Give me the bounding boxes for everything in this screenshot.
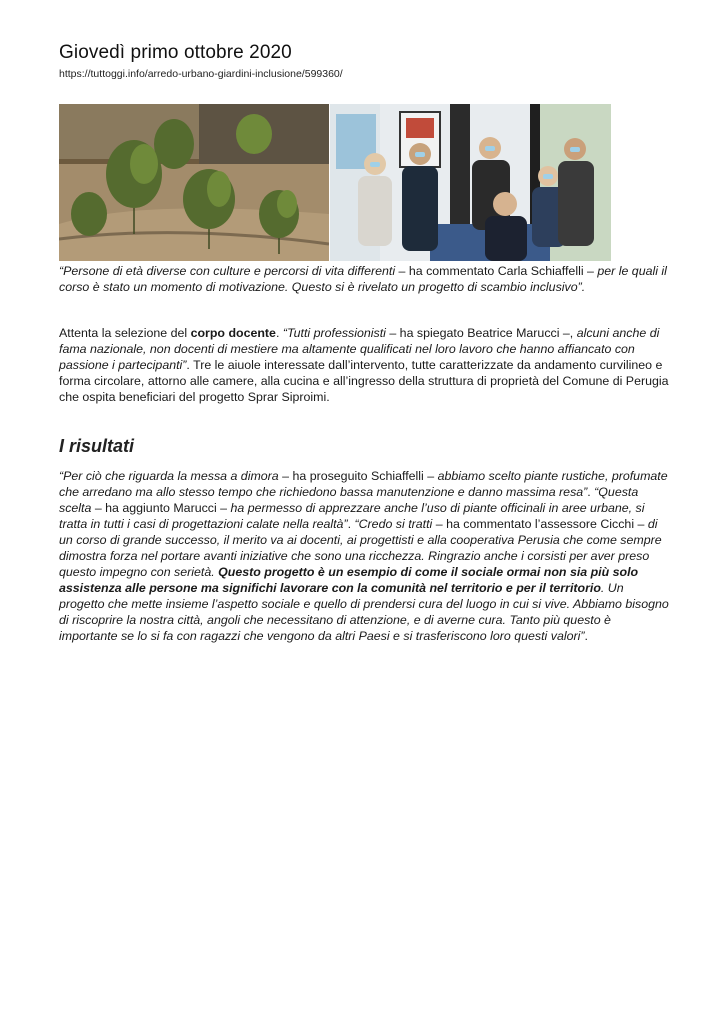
- p2-quote-6: di un corso di grande successo, il merito va ai docenti, ai progettisti e alla cooperativa Perusia che come sempre dimostra forza nel portare avanti iniziative che sono una ricchezza. Ringrazio anche i corsisti per aver preso questo impegno con serietà.: [59, 517, 662, 579]
- p2-quote-3: “Questa scelta: [59, 485, 639, 515]
- p2-quote-2: abbiamo scelto piante rustiche, profumate che arredano ma allo stesso tempo che richiedono bassa manutenzione e danno massima resa”: [59, 469, 668, 499]
- paragraph-teaching-staff: [59, 325, 671, 405]
- p2-attribution-1: – ha proseguito Schiaffelli –: [278, 469, 438, 483]
- p1-text-1: Attenta la selezione del: [59, 326, 191, 340]
- people-photo: [330, 104, 611, 261]
- p2-quote-5: “Credo si tratti: [354, 517, 433, 531]
- p1-attribution: – ha spiegato Beatrice Marucci –,: [385, 326, 577, 340]
- paragraph-results: [59, 468, 671, 644]
- p1-quote-2: alcuni anche di fama nazionale, non docenti di mestiere ma altamente qualificati nel loro lavoro che hanno affiancato con passione i partecipanti”: [59, 326, 660, 372]
- p2-text-2: .: [347, 517, 355, 531]
- p2-text-1: .: [587, 485, 595, 499]
- caption-attribution: – ha commentato Carla Schiaffelli –: [395, 264, 598, 278]
- p1-bold-term: corpo docente: [190, 326, 276, 340]
- p1-text-3: . Tre le aiuole interessate dall’intervento, tutte caratterizzate da andamento curvilineo e forma circolare, attorno alle camere, alla cucina e all’ingresso della struttura di proprietà del Comune di Perugia che ospita beneficiari del progetto Sprar Siproimi.: [59, 358, 669, 404]
- p2-quote-7: . Un progetto che mette insieme l’aspetto sociale e quello di prendersi cura del luogo in cui si vive. Abbiamo bisogno di riscoprire la nostra città, angoli che necessitano di attenzione, e di averne cura. Tanto più questo è importante se lo si fa con ragazzi che vengono da altri Paesi e si trasferiscono loro questi valori”: [59, 581, 669, 643]
- people-photo-illustration: [330, 104, 611, 261]
- p1-quote-1: “Tutti professionisti: [282, 326, 386, 340]
- source-url[interactable]: https://tuttoggi.info/arredo-urbano-giardini-inclusione/599360/: [59, 68, 343, 80]
- p1-text-2: .: [275, 326, 283, 340]
- p2-quote-1: “Per ciò che riguarda la messa a dimora: [59, 469, 279, 483]
- section-heading: I risultati: [59, 436, 135, 456]
- p2-attribution-3: – ha commentato l’assessore Cicchi –: [432, 517, 648, 531]
- garden-photo: [59, 104, 329, 261]
- p2-quote-4: ha permesso di apprezzare anche l’uso di piante officinali in aree urbane, si tratta in tutti i casi di progettazioni calate nella realtà”: [59, 501, 645, 531]
- p2-attribution-2: – ha aggiunto Marucci –: [91, 501, 231, 515]
- caption-quote-start: “Persone di età diverse con culture e percorsi di vita differenti: [59, 264, 396, 278]
- p2-text-3: .: [584, 629, 588, 643]
- garden-photo-illustration: [59, 104, 329, 261]
- caption-quote-end: per le quali il corso è stato un momento di motivazione. Questo si è rivelato un progetto di scambio inclusivo”.: [59, 264, 667, 294]
- p2-bold-italic-text: Questo progetto è un esempio di come il sociale ormai non sia più solo assistenza alle persone ma significhi lavorare con la comunità nel territorio e per il territorio: [59, 565, 639, 595]
- page-title: Giovedì primo ottobre 2020: [59, 42, 292, 63]
- photo-strip: [59, 104, 611, 261]
- photo-caption: [59, 263, 671, 295]
